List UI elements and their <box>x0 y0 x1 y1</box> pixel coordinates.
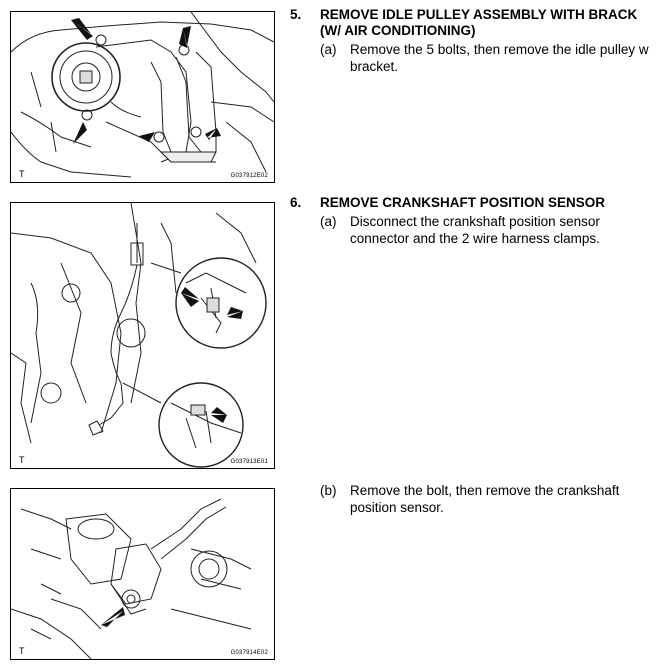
figure-idle-pulley <box>10 11 275 183</box>
substep-text-line1: Disconnect the crankshaft position sensor <box>350 214 600 229</box>
figure-id: G037913E01 <box>230 459 268 465</box>
step-5-title: REMOVE IDLE PULLEY ASSEMBLY WITH BRACK <box>320 7 638 22</box>
sensor-bolt-illustration <box>11 489 274 659</box>
step-5-title-line2: (W/ AIR CONDITIONING) <box>320 23 476 38</box>
substep-text-line2: bracket. <box>350 59 399 74</box>
step-5-number: 5. <box>290 7 302 22</box>
figure-corner-label: T <box>19 169 25 179</box>
substep-letter: (a) <box>320 214 337 229</box>
figure-crankshaft-sensor-bolt <box>10 488 275 660</box>
figure-crankshaft-sensor-connector <box>10 202 275 469</box>
figure-corner-label: T <box>19 646 25 656</box>
substep-text-line2: connector and the 2 wire harness clamps. <box>350 231 600 246</box>
figure-id: G037912E02 <box>230 173 268 179</box>
idle-pulley-illustration <box>11 12 274 182</box>
connector-illustration <box>11 203 274 468</box>
substep-text-line1: Remove the 5 bolts, then remove the idle pulley w <box>350 42 649 57</box>
step-5a <box>320 41 661 77</box>
substep-letter: (b) <box>320 483 337 498</box>
substep-text-line1: Remove the bolt, then remove the crankshaft <box>350 483 620 498</box>
step-6a <box>320 213 650 249</box>
callout-arrows <box>71 18 221 144</box>
substep-text-line2: position sensor. <box>350 500 444 515</box>
step-6b <box>320 482 650 518</box>
figure-corner-label: T <box>19 455 25 465</box>
figure-id: G037914E02 <box>230 650 268 656</box>
callout-arrows <box>101 607 125 627</box>
step-6-title: REMOVE CRANKSHAFT POSITION SENSOR <box>320 195 606 210</box>
substep-letter: (a) <box>320 42 337 57</box>
step-6-number: 6. <box>290 195 302 210</box>
